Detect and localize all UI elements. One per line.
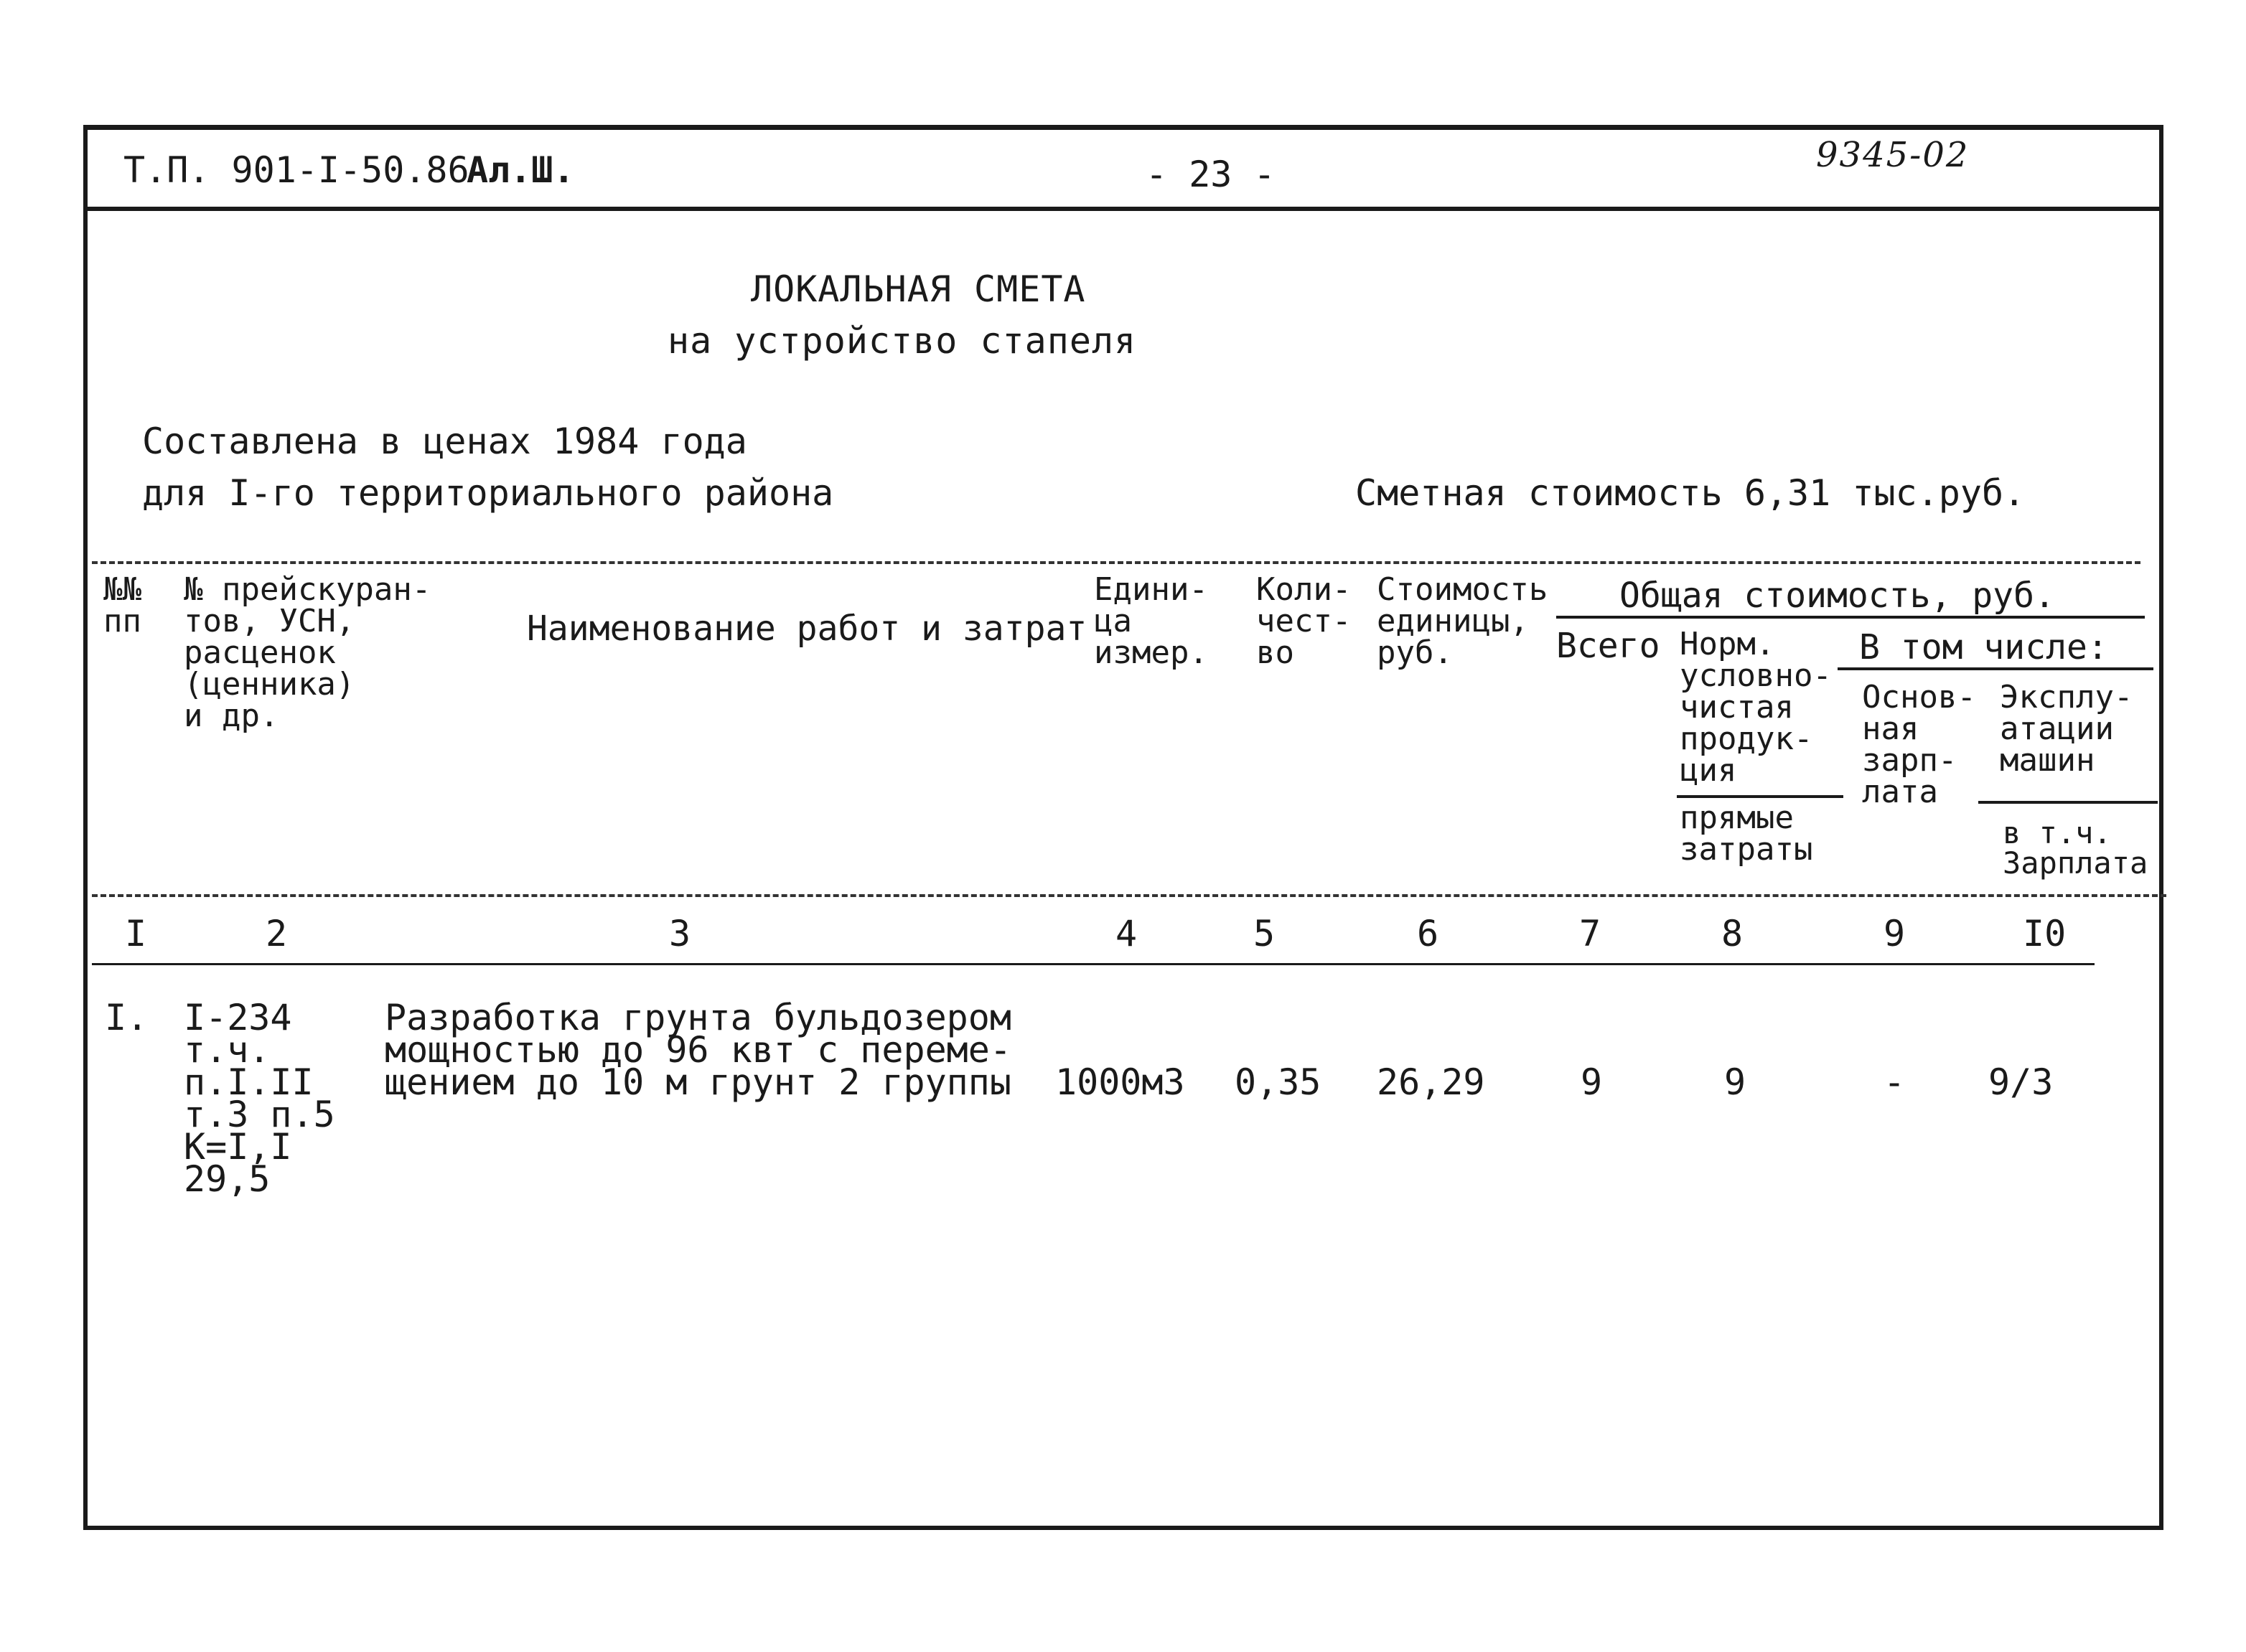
numbers-bottom-rule <box>92 963 2095 965</box>
col-9-header: Основ- ная зарп- лата <box>1862 679 1976 810</box>
col-number: 3 <box>669 913 691 954</box>
col-3-header: Наименование работ и затрат <box>527 609 1087 649</box>
col-6-header: Стоимость единицы, руб. <box>1377 571 1548 671</box>
col-10-header: Эксплу- атации машин <box>2000 679 2133 779</box>
row-machine-operation: 9/3 <box>1988 1061 2054 1103</box>
col-number: I0 <box>2023 913 2067 954</box>
col-number: I <box>125 913 147 954</box>
col-number: 4 <box>1115 913 1138 954</box>
document-subtitle: на устройство стапеля <box>668 320 1137 362</box>
col-10-subheader: в т.ч. Зарплата <box>2003 815 2148 881</box>
col-number: 6 <box>1417 913 1439 954</box>
prices-basis: Составлена в ценах 1984 года <box>142 421 747 462</box>
header-bottom-rule <box>92 894 2166 897</box>
col-number: 5 <box>1253 913 1276 954</box>
machines-divider <box>1978 801 2158 804</box>
col-5-header: Коли- чест- во <box>1256 571 1352 671</box>
col-1-header: №№ пп <box>103 571 141 639</box>
row-total: 9 <box>1581 1061 1603 1103</box>
row-work-name: Разработка грунта бульдозером мощностью до 96 квт с переме- щением до 10 м грунт 2 группы <box>385 997 1011 1103</box>
header-rule <box>83 207 2163 211</box>
col-number: 2 <box>266 913 288 954</box>
col-8-subheader: прямые затраты <box>1680 799 1813 868</box>
col-number: 7 <box>1579 913 1601 954</box>
row-quantity: 0,35 <box>1235 1061 1321 1103</box>
col-8-header: Норм. условно- чистая продук- ция <box>1680 626 1832 789</box>
row-unit-cost: 26,29 <box>1377 1061 1485 1103</box>
page-number: - 23 - <box>1146 154 1276 195</box>
col-7-header: Всего <box>1556 626 1660 666</box>
row-unit: 1000м3 <box>1055 1061 1185 1103</box>
doc-code: Т.П. 901-I-50.86 <box>123 149 469 191</box>
total-group-header: Общая стоимость, руб. <box>1619 576 2055 616</box>
row-base-salary: - <box>1884 1061 1906 1103</box>
row-norm-production: 9 <box>1724 1061 1746 1103</box>
incl-group-header: В том числе: <box>1859 627 2108 667</box>
row-price-reference: I-234 т.ч. п.I.II т.3 п.5 К=I,I 29,5 <box>184 997 335 1200</box>
estimated-cost: Сметная стоимость 6,31 тыс.руб. <box>1355 472 2026 514</box>
document-title: ЛОКАЛЬНАЯ СМЕТА <box>751 268 1086 310</box>
album-number: Ал.Ш. <box>467 149 575 191</box>
col-number: 8 <box>1721 913 1744 954</box>
norm-divider <box>1677 795 1843 798</box>
incl-group-underline <box>1838 667 2153 670</box>
territorial-region: для I-го территориального района <box>142 472 834 514</box>
col-2-header: № прейскуран- тов, УСН, расценок (ценника) и др. <box>184 571 431 734</box>
total-group-underline <box>1556 616 2145 619</box>
col-number: 9 <box>1884 913 1906 954</box>
col-4-header: Едини- ца измер. <box>1094 571 1208 671</box>
handwritten-code: 9345-02 <box>1816 135 1970 175</box>
table-top-rule <box>92 561 2140 564</box>
row-number: I. <box>105 997 149 1038</box>
